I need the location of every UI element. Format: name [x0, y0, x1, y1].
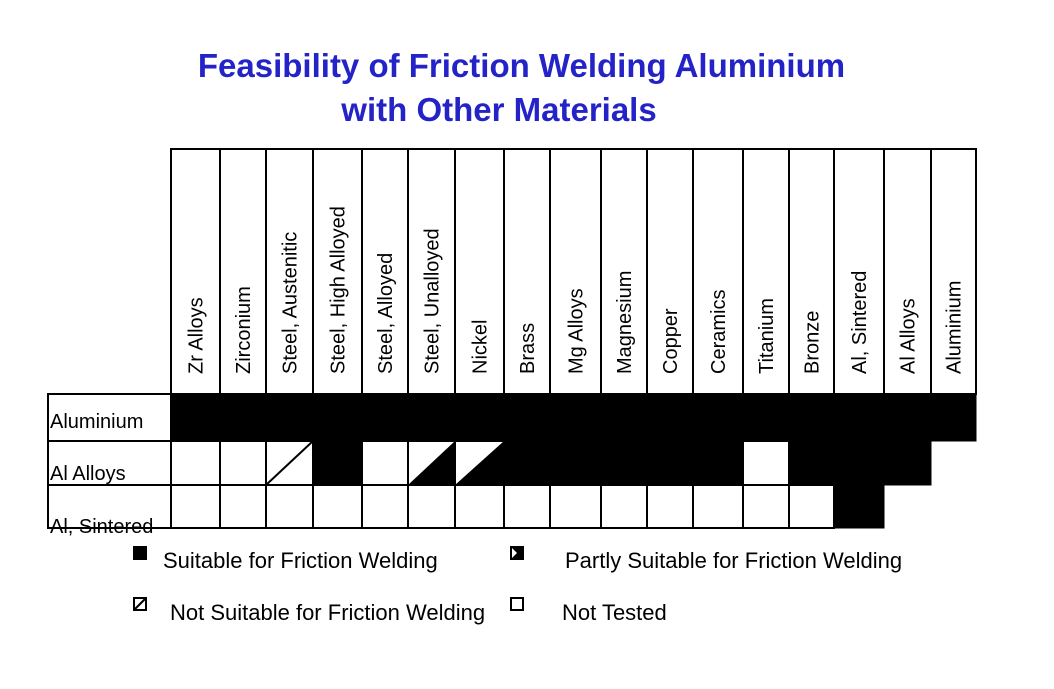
column-label-bronze: Bronze	[801, 310, 824, 374]
cell-al-sintered-titanium	[743, 485, 789, 528]
column-label-nickel: Nickel	[469, 319, 492, 374]
column-label-al-alloys: Al Alloys	[897, 298, 920, 374]
cell-aluminium-steel-alloyed	[362, 394, 408, 441]
cell-aluminium-brass	[504, 394, 550, 441]
cell-al-sintered-zr-alloys	[171, 485, 220, 528]
cell-al-sintered-mg-alloys	[550, 485, 601, 528]
cell-aluminium-titanium	[743, 394, 789, 441]
column-label-steel-unalloyed: Steel, Unalloyed	[421, 228, 444, 374]
cell-al-alloys-ceramics	[693, 441, 743, 485]
row-label-al-alloys: Al Alloys	[50, 463, 126, 485]
cell-al-alloys-al-sintered	[834, 441, 884, 485]
cell-aluminium-mg-alloys	[550, 394, 601, 441]
column-label-brass: Brass	[517, 322, 539, 374]
cell-al-alloys-copper	[647, 441, 693, 485]
cell-aluminium-al-sintered	[834, 394, 884, 441]
cell-aluminium-zr-alloys	[171, 394, 220, 441]
legend-not-suitable-icon	[133, 597, 147, 611]
cell-al-sintered-copper	[647, 485, 693, 528]
cell-al-sintered-nickel	[455, 485, 504, 528]
cell-al-sintered-steel-alloyed	[362, 485, 408, 528]
chart-subtitle: with Other Materials	[341, 91, 657, 128]
cell-al-alloys-steel-unalloyed	[408, 441, 455, 485]
cell-al-sintered-zirconium	[220, 485, 266, 528]
cell-aluminium-steel-austenitic	[266, 394, 313, 441]
column-label-steel-austenitic: Steel, Austenitic	[279, 231, 302, 374]
column-label-al-sintered: Al, Sintered	[849, 270, 871, 374]
legend-not-tested-label: Not Tested	[562, 600, 667, 625]
legend-partly-suitable-icon	[510, 546, 524, 560]
cell-al-alloys-mg-alloys	[550, 441, 601, 485]
column-label-zr-alloys: Zr Alloys	[185, 297, 208, 374]
cell-al-sintered-steel-high-alloyed	[313, 485, 362, 528]
column-label-magnesium: Magnesium	[614, 270, 636, 374]
cell-aluminium-steel-high-alloyed	[313, 394, 362, 441]
cell-aluminium-al-alloys	[884, 394, 931, 441]
cell-aluminium-nickel	[455, 394, 504, 441]
cell-al-alloys-steel-high-alloyed	[313, 441, 362, 485]
cell-al-alloys-brass	[504, 441, 550, 485]
cell-aluminium-ceramics	[693, 394, 743, 441]
cell-al-sintered-al-sintered	[834, 485, 884, 528]
cell-al-sintered-steel-unalloyed	[408, 485, 455, 528]
cell-al-alloys-bronze	[789, 441, 834, 485]
column-label-ceramics: Ceramics	[708, 289, 730, 374]
cell-al-alloys-zirconium	[220, 441, 266, 485]
cell-al-alloys-nickel	[455, 441, 504, 485]
cell-aluminium-bronze	[789, 394, 834, 441]
cell-al-sintered-magnesium	[601, 485, 647, 528]
column-label-zirconium: Zirconium	[233, 286, 255, 374]
cell-aluminium-aluminium	[931, 394, 976, 441]
cell-al-sintered-ceramics	[693, 485, 743, 528]
cell-aluminium-steel-unalloyed	[408, 394, 455, 441]
cell-al-alloys-zr-alloys	[171, 441, 220, 485]
column-label-mg-alloys: Mg Alloys	[565, 288, 588, 374]
row-label-al-sintered: Al, Sintered	[50, 516, 154, 538]
cell-al-alloys-steel-alloyed	[362, 441, 408, 485]
legend-partly-suitable-label: Partly Suitable for Friction Welding	[565, 548, 903, 573]
cell-aluminium-magnesium	[601, 394, 647, 441]
column-label-steel-high-alloyed: Steel, High Alloyed	[327, 206, 350, 374]
cell-al-alloys-al-alloys	[884, 441, 931, 485]
legend-suitable-label: Suitable for Friction Welding	[163, 548, 438, 573]
column-label-copper: Copper	[660, 308, 682, 374]
cell-al-alloys-magnesium	[601, 441, 647, 485]
legend-not-suitable-label: Not Suitable for Friction Welding	[170, 600, 486, 625]
chart-title: Feasibility of Friction Welding Aluminium	[197, 47, 846, 84]
cell-al-sintered-brass	[504, 485, 550, 528]
column-label-aluminium: Aluminium	[943, 280, 966, 374]
legend-suitable-icon	[133, 546, 147, 560]
column-label-steel-alloyed: Steel, Alloyed	[375, 252, 397, 374]
cell-aluminium-zirconium	[220, 394, 266, 441]
cell-al-sintered-bronze	[789, 485, 834, 528]
cell-al-sintered-steel-austenitic	[266, 485, 313, 528]
cell-aluminium-copper	[647, 394, 693, 441]
cell-al-alloys-steel-austenitic	[266, 441, 313, 485]
cell-al-alloys-titanium	[743, 441, 789, 485]
legend-not-tested-icon	[510, 597, 524, 611]
column-label-titanium: Titanium	[756, 298, 778, 374]
row-label-aluminium: Aluminium	[50, 411, 144, 433]
